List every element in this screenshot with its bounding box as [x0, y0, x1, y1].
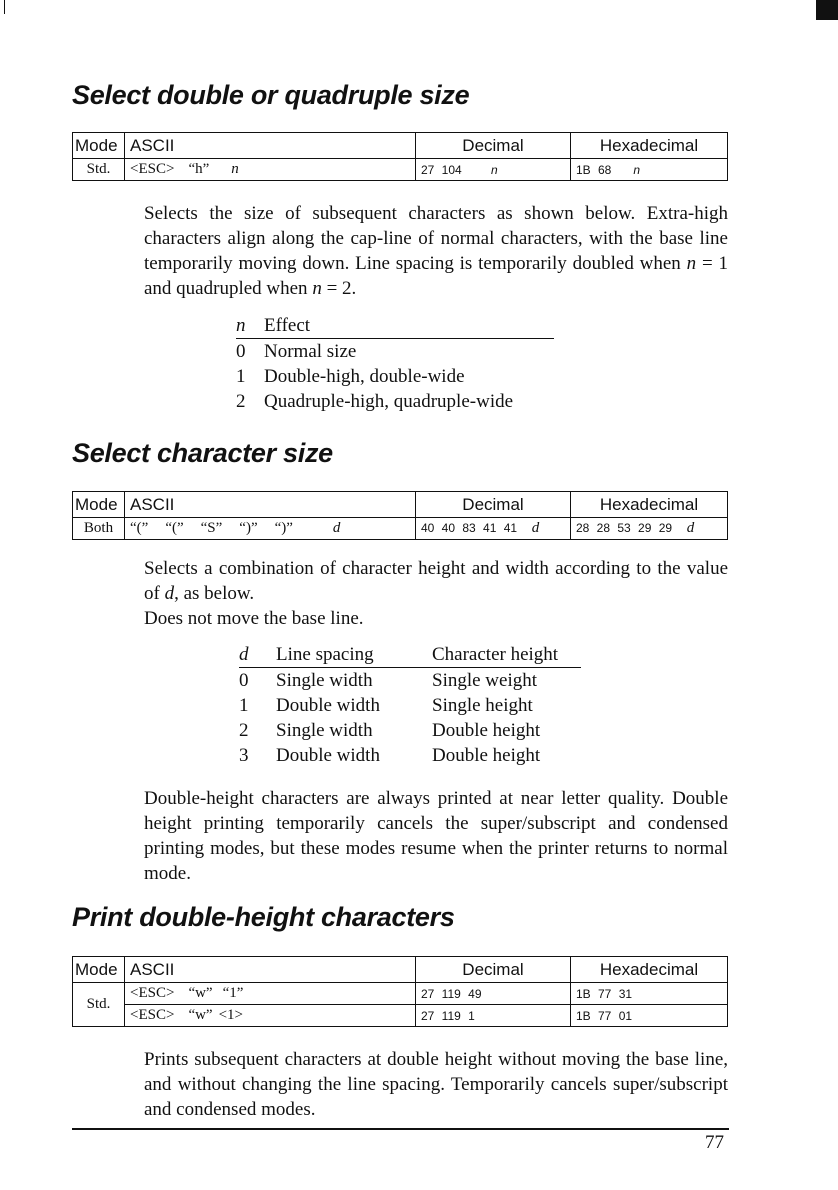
- ascii-token: “h”: [188, 161, 210, 177]
- table-row: [236, 364, 554, 389]
- d-cell: 2: [239, 719, 249, 741]
- command-table-double-height: [72, 956, 728, 1027]
- ascii-token: “S”: [200, 520, 223, 536]
- command-table-double-quadruple: [72, 132, 728, 181]
- desc-text: = 1 and quadrupled when: [144, 253, 728, 299]
- corner-registration-mark: [816, 0, 838, 20]
- col-header-decimal: Decimal: [416, 957, 571, 983]
- table-row: [239, 693, 581, 718]
- table-row: [73, 518, 728, 540]
- col-header-mode: Mode: [73, 957, 125, 983]
- effect-cell: Normal size: [264, 340, 357, 362]
- table-row: [236, 389, 554, 414]
- spacing-cell: Double width: [276, 744, 380, 766]
- hex-cell: [571, 518, 728, 540]
- height-cell: Single weight: [432, 669, 538, 691]
- effect-cell: Quadruple-high, quadruple-wide: [264, 390, 514, 412]
- table-row: [73, 983, 728, 1005]
- command-table-character-size: [72, 491, 728, 540]
- ascii-token: “)”: [274, 520, 293, 536]
- ascii-cell: [125, 983, 416, 1005]
- table-row: [73, 1005, 728, 1027]
- ascii-cell: [125, 1005, 416, 1027]
- table-row: [239, 718, 581, 743]
- spacing-cell: Single width: [276, 669, 373, 691]
- section-title-double-quadruple: Select double or quadruple size: [72, 80, 470, 110]
- ascii-token: “(”: [165, 520, 184, 536]
- hex-param: d: [686, 520, 695, 536]
- col-header-mode: Mode: [73, 133, 125, 159]
- col-header-line-spacing: Line spacing: [276, 642, 432, 668]
- col-header-character-height: Character height: [432, 642, 581, 668]
- ascii-token: <ESC>: [130, 1007, 175, 1023]
- col-header-ascii: ASCII: [125, 492, 416, 518]
- desc-text: Selects the size of subsequent characters as shown below. Extra-high characters align along the cap-line of normal characters, with the base line temporarily moving down. Line spacing is temporarily doubled when: [144, 203, 728, 274]
- hex-value: 28 28 53 29 29: [576, 521, 673, 535]
- mode-cell: Both: [73, 518, 125, 540]
- n-cell: 0: [236, 340, 246, 362]
- table-row: [236, 339, 554, 365]
- col-header-hex: Hexadecimal: [571, 957, 728, 983]
- decimal-param: d: [531, 520, 540, 536]
- decimal-cell: 27 119 1: [416, 1005, 571, 1027]
- spacing-cell: Double width: [276, 694, 380, 716]
- ascii-token: “1”: [222, 985, 244, 1001]
- description-double-quadruple: [144, 201, 728, 301]
- d-cell: 1: [239, 694, 249, 716]
- hex-cell: 1B 77 01: [571, 1005, 728, 1027]
- ascii-param: n: [231, 161, 239, 177]
- hex-cell: [571, 159, 728, 181]
- desc-text: Selects a combination of character height and width according to the value of: [144, 558, 728, 604]
- ascii-cell: [125, 159, 416, 181]
- col-header-decimal: Decimal: [416, 133, 571, 159]
- desc-variable: n: [686, 253, 697, 274]
- desc-text: , as below.: [174, 583, 255, 604]
- height-cell: Double height: [432, 719, 541, 741]
- n-cell: 2: [236, 390, 246, 412]
- desc-variable: n: [312, 278, 322, 299]
- col-header-ascii: ASCII: [125, 957, 416, 983]
- height-cell: Double height: [432, 744, 541, 766]
- table-row: [73, 159, 728, 181]
- spacing-cell: Single width: [276, 719, 373, 741]
- ascii-token: “w”: [188, 1007, 213, 1023]
- decimal-value: 27 104: [421, 162, 462, 177]
- table-row: [239, 668, 581, 694]
- hex-cell: 1B 77 31: [571, 983, 728, 1005]
- desc-text: Does not move the base line.: [144, 608, 364, 629]
- col-header-hex: Hexadecimal: [571, 492, 728, 518]
- effect-table: [236, 313, 554, 414]
- col-header-n: n: [236, 313, 264, 339]
- description-character-size: [144, 556, 728, 631]
- ascii-param: d: [332, 520, 341, 536]
- d-cell: 3: [239, 744, 249, 766]
- desc-text: = 2.: [321, 278, 357, 299]
- section-title-character-size: Select character size: [72, 438, 333, 468]
- note-double-height: Double-height characters are always printed at near letter quality. Double height printing temporarily cancels the super/subscript and condensed printing modes, but these modes resume when the printer returns to normal mode.: [144, 788, 728, 884]
- mode-cell: Std.: [73, 983, 125, 1027]
- description-double-height: Prints subsequent characters at double height without moving the base line, and without changing the line spacing. Temporarily cancels super/subscript and condensed modes.: [144, 1049, 728, 1120]
- effect-cell: Double-high, double-wide: [264, 365, 465, 387]
- col-header-effect: Effect: [264, 313, 554, 339]
- footer-rule: [72, 1128, 729, 1130]
- page-number: 77: [705, 1132, 724, 1153]
- col-header-hex: Hexadecimal: [571, 133, 728, 159]
- col-header-ascii: ASCII: [125, 133, 416, 159]
- ascii-token: <ESC>: [130, 985, 175, 1001]
- table-row: [239, 743, 581, 768]
- hex-param: n: [633, 162, 641, 177]
- section-title-double-height: Print double-height characters: [72, 902, 455, 932]
- ascii-token: <1>: [218, 1007, 244, 1023]
- decimal-param: n: [491, 162, 498, 177]
- decimal-cell: [416, 159, 571, 181]
- ascii-token: “)”: [239, 520, 258, 536]
- ascii-cell: [125, 518, 416, 540]
- mode-cell: Std.: [73, 159, 125, 181]
- n-cell: 1: [236, 365, 246, 387]
- ascii-token: “w”: [188, 985, 213, 1001]
- left-edge-tick: [4, 0, 5, 14]
- d-cell: 0: [239, 669, 249, 691]
- decimal-cell: 27 119 49: [416, 983, 571, 1005]
- ascii-token: <ESC>: [130, 161, 175, 177]
- col-header-mode: Mode: [73, 492, 125, 518]
- hex-value: 1B 68: [576, 162, 612, 177]
- desc-variable: d: [164, 583, 175, 604]
- col-header-d: d: [239, 642, 276, 668]
- ascii-token: “(”: [130, 520, 149, 536]
- character-size-table: [239, 642, 581, 768]
- decimal-cell: [416, 518, 571, 540]
- height-cell: Single height: [432, 694, 533, 716]
- decimal-value: 40 40 83 41 41: [421, 521, 518, 535]
- col-header-decimal: Decimal: [416, 492, 571, 518]
